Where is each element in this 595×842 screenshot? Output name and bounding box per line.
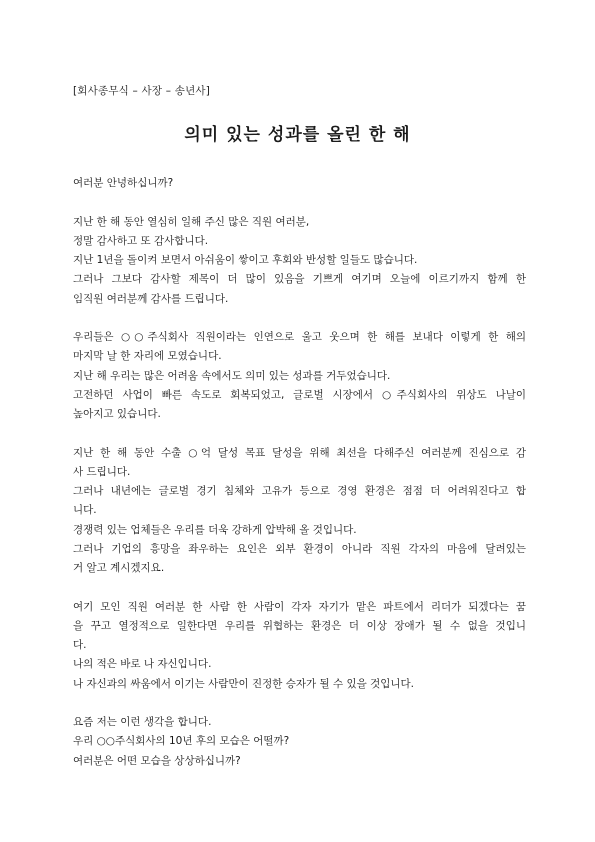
body-line: 고전하던 사업이 빠른 속도로 회복되었고, 글로벌 시장에서 ○주식회사의 위상도 나날이 (73, 388, 526, 401)
body-line: 지난 1년을 돌이켜 보면서 아쉬움이 쌓이고 후회와 반성할 일들도 많습니다. (73, 254, 418, 266)
body-line: 을 꾸고 열정적으로 일한다면 우리를 위협하는 환경은 더 이상 장애가 될 수 없을 것입니 (73, 619, 526, 632)
body-line: 여러분은 어떤 모습을 상상하십니까? (73, 754, 241, 767)
body-line: 마지막 날 한 자리에 모였습니다. (73, 350, 222, 363)
body-line: 그러나 기업의 흥망을 좌우하는 요인은 외부 환경이 아니라 직원 각자의 마음에 달려있는 (73, 542, 526, 555)
document-category-label: [회사종무식 – 사장 – 송년사] (73, 85, 211, 97)
body-line: 나의 적은 바로 나 자신입니다. (73, 658, 212, 671)
body-line: 그러나 내년에는 글로벌 경기 침체와 고유가 등으로 경영 환경은 점점 더 어려워진다고 합 (73, 485, 526, 497)
body-line: 요즘 저는 이런 생각을 합니다. (73, 716, 212, 728)
body-line: 높아지고 있습니다. (73, 408, 161, 420)
body-line: 나 자신과의 싸움에서 이기는 사람만이 진정한 승자가 될 수 있을 것입니다. (73, 677, 415, 690)
body-line: 니다. (73, 504, 97, 517)
body-line: 임직원 여러분께 감사를 드립니다. (73, 292, 229, 305)
body-line: 정말 감사하고 또 감사합니다. (73, 234, 209, 247)
body-line: 지난 한 해 동안 수출 ○억 달성 목표 달성을 위해 최선을 다해주신 여러분께 진심으로 감 (73, 446, 526, 459)
body-line: 그러나 그보다 감사할 제목이 더 많이 있음을 기쁘게 여기며 오늘에 이르기까지 함께 한 (73, 273, 526, 286)
body-line: 우리들은 ○○주식회사 직원이라는 인연으로 울고 웃으며 한 해를 보내다 이렇게 한 해의 (73, 331, 526, 343)
body-line: 사 드립니다. (73, 465, 131, 478)
document-title: 의미 있는 성과를 올린 한 해 (184, 125, 411, 145)
body-line: 다. (73, 639, 87, 651)
body-line: 여러분 안녕하십니까? (73, 177, 174, 189)
body-line: 지난 해 우리는 많은 어려움 속에서도 의미 있는 성과를 거두었습니다. (73, 369, 391, 382)
body-line: 경쟁력 있는 업체들은 우리를 더욱 강하게 압박해 올 것입니다. (73, 523, 357, 536)
body-line: 지난 한 해 동안 열심히 일해 주신 많은 직원 여러분, (73, 215, 310, 228)
body-line: 우리 ○○주식회사의 10년 후의 모습은 어떨까? (73, 735, 290, 748)
body-line: 거 알고 계시겠지요. (73, 562, 165, 574)
body-line: 여기 모인 직원 여러분 한 사람 한 사람이 각자 자기가 맡은 파트에서 리더가 되겠다는 꿈 (73, 600, 526, 613)
